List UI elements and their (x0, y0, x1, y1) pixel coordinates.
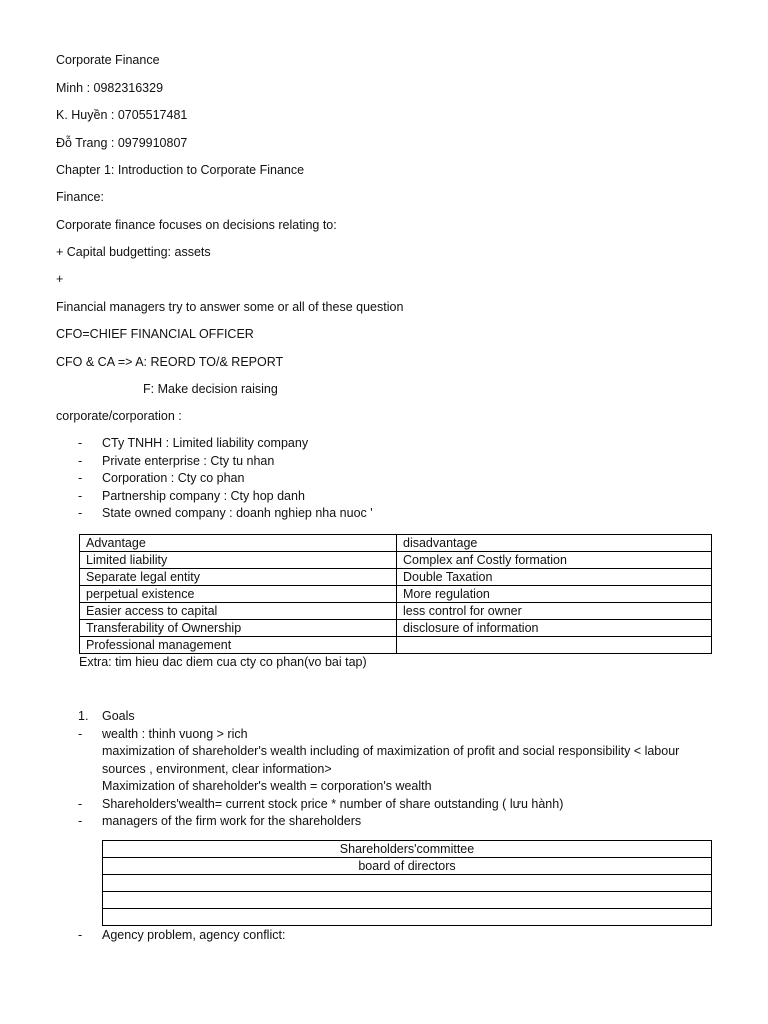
bullet-mark: - (78, 814, 83, 828)
contact-trang: Đỗ Trang : 0979910807 (56, 136, 188, 150)
plus-line: + (56, 272, 64, 286)
goals-title: Goals (102, 709, 135, 723)
contact-huyen: K. Huyền : 0705517481 (56, 108, 188, 122)
list-item-text: State owned company : doanh nghiep nha nuoc ' (102, 506, 373, 520)
table-row (103, 909, 712, 926)
table-header-row (80, 535, 712, 552)
finance-label: Finance: (56, 190, 104, 204)
advantage-cell: Limited liability (80, 552, 397, 569)
maximization-line-3: Maximization of shareholder's wealth = corporation's wealth (102, 779, 432, 793)
advantage-cell: perpetual existence (80, 586, 397, 603)
maximization-line-2: sources , environment, clear information> (102, 761, 332, 776)
financial-managers-line: Financial managers try to answer some or all of these question (56, 300, 404, 314)
shareholders-wealth-line: Shareholders'wealth= current stock price * number of share outstanding ( lưu hành) (102, 796, 564, 811)
table-row (80, 620, 712, 637)
goals-section (78, 708, 718, 831)
list-item (78, 470, 373, 488)
table-row (80, 569, 712, 586)
disadvantage-cell: disclosure of information (397, 620, 712, 637)
disadvantage-cell: More regulation (397, 586, 712, 603)
table-row (103, 858, 712, 875)
disadvantage-cell: less control for owner (397, 603, 712, 620)
company-types-list (78, 435, 373, 523)
org-cell (103, 892, 712, 909)
list-item-text: Private enterprise : Cty tu nhan (102, 453, 275, 468)
advantage-cell: Transferability of Ownership (80, 620, 397, 637)
list-item (78, 927, 285, 945)
table-row (103, 875, 712, 892)
list-item-text: Partnership company : Cty hop danh (102, 488, 305, 503)
table-row (103, 841, 712, 858)
cfo-ca-line: CFO & CA => A: REORD TO/& REPORT (56, 355, 284, 369)
list-item (78, 488, 373, 506)
advantage-cell: Easier access to capital (80, 603, 397, 620)
bullet-mark: - (78, 928, 83, 942)
chapter-heading: Chapter 1: Introduction to Corporate Finance (56, 163, 305, 177)
table-row (80, 586, 712, 603)
wealth-line: wealth : thinh vuong > rich (102, 726, 248, 741)
header-advantage: Advantage (80, 535, 397, 552)
table-row (80, 637, 712, 654)
list-item (78, 796, 718, 814)
bullet-mark: - (78, 506, 83, 520)
f-decision-line: F: Make decision raising (143, 382, 278, 396)
bullet-mark: - (78, 488, 83, 503)
list-item-text: CTy TNHH : Limited liability company (102, 436, 309, 450)
table-row (80, 603, 712, 620)
org-cell: Shareholders'committee (103, 841, 712, 858)
agency-problem-line: Agency problem, agency conflict: (102, 928, 286, 942)
list-item (78, 726, 718, 744)
advantage-cell: Professional management (80, 637, 397, 654)
org-cell (103, 875, 712, 892)
doc-title: Corporate Finance (56, 53, 160, 67)
list-item (78, 813, 718, 831)
advantage-cell: Separate legal entity (80, 569, 397, 586)
goals-heading (78, 708, 718, 726)
disadvantage-cell (397, 637, 712, 654)
capital-budgeting-line: + Capital budgetting: assets (56, 245, 211, 259)
bullet-mark: - (78, 436, 83, 450)
list-item-text: Corporation : Cty co phan (102, 471, 245, 485)
goals-number: 1. (78, 709, 89, 723)
focus-line: Corporate finance focuses on decisions relating to: (56, 218, 337, 232)
org-cell: board of directors (103, 858, 712, 875)
managers-line: managers of the firm work for the shareholders (102, 814, 362, 828)
cfo-definition: CFO=CHIEF FINANCIAL OFFICER (56, 327, 254, 341)
header-disadvantage: disadvantage (397, 535, 712, 552)
bullet-mark: - (78, 726, 83, 741)
corporation-label: corporate/corporation : (56, 409, 182, 423)
org-cell (103, 909, 712, 926)
bullet-mark: - (78, 453, 83, 468)
extra-note: Extra: tim hieu dac diem cua cty co phan(vo bai tap) (79, 655, 367, 669)
contact-minh: Minh : 0982316329 (56, 81, 164, 95)
table-row (103, 892, 712, 909)
list-item (78, 453, 373, 471)
table-row (80, 552, 712, 569)
bullet-mark: - (78, 796, 83, 811)
disadvantage-cell: Complex anf Costly formation (397, 552, 712, 569)
bullet-mark: - (78, 471, 83, 485)
list-item (78, 505, 373, 523)
advantage-disadvantage-table (79, 534, 712, 654)
disadvantage-cell: Double Taxation (397, 569, 712, 586)
maximization-line-1: maximization of shareholder's wealth including of maximization of profit and social responsibility < labour (102, 744, 680, 758)
list-item (78, 435, 373, 453)
organization-table (102, 840, 712, 926)
